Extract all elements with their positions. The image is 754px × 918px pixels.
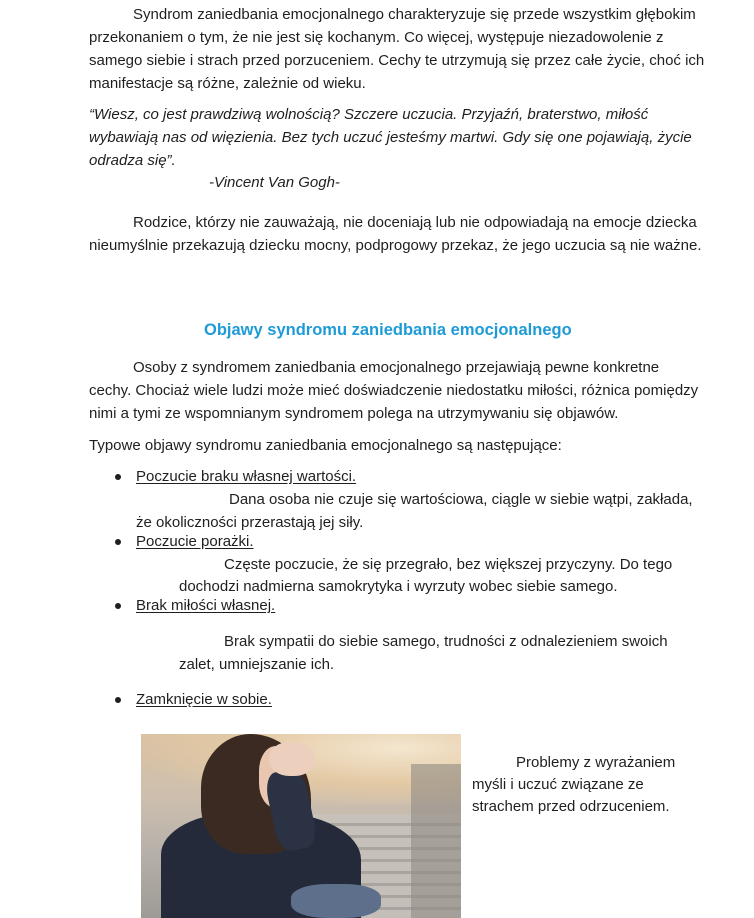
symptom-title: Poczucie porażki. <box>136 533 254 550</box>
paragraph-line: nimi a tymi ze wspomnianym syndromem polega na utrzymywaniu się objawów. <box>89 405 619 422</box>
symptom-title: Zamknięcie w sobie. <box>136 691 272 708</box>
symptom-title: Poczucie braku własnej wartości. <box>136 468 357 485</box>
list-intro: Typowe objawy syndromu zaniedbania emocjonalnego są następujące: <box>89 437 562 454</box>
paragraph-line: samego siebie i strach przed porzuceniem. Cechy te utrzymują się przez całe życie, choć ich <box>89 52 705 69</box>
quote-line: “Wiesz, co jest prawdziwą wolnością? Szczere uczucia. Przyjaźń, braterstwo, miłość <box>89 106 649 123</box>
symptom-description: Częste poczucie, że się przegrało, bez większej przyczyny. Do tego <box>224 556 673 573</box>
paragraph-line: Syndrom zaniedbania emocjonalnego charakteryzuje się przede wszystkim głębokim <box>133 6 696 23</box>
bullet-icon <box>115 474 121 480</box>
paragraph-line: Osoby z syndromem zaniedbania emocjonalnego przejawiają pewne konkretne <box>133 359 660 376</box>
side-text-line: strachem przed odrzuceniem. <box>472 798 670 815</box>
side-text-line: myśli i uczuć związane ze <box>472 776 644 793</box>
symptom-description: Brak sympatii do siebie samego, trudności z odnalezieniem swoich <box>224 633 668 650</box>
paragraph-line: cechy. Chociaż wiele ludzi może mieć doświadczenie niedostatku miłości, różnica pomiędzy <box>89 382 699 399</box>
bullet-icon <box>115 603 121 609</box>
bullet-icon <box>115 539 121 545</box>
symptom-description: dochodzi nadmierna samokrytyka i wyrzuty wobec siebie samego. <box>179 578 618 595</box>
symptom-description: zalet, umniejszanie ich. <box>179 656 335 673</box>
sad-woman-photo <box>141 734 461 918</box>
quote-line: wybawiają nas od więzienia. Bez tych uczuć jesteśmy martwi. Gdy się one pojawiają, życie <box>89 129 692 146</box>
paragraph-line: manifestacje są różne, zależnie od wieku. <box>89 75 366 92</box>
paragraph-line: Rodzice, którzy nie zauważają, nie doceniają lub nie odpowiadają na emocje dziecka <box>133 214 697 231</box>
paragraph-line: nieumyślnie przekazują dziecku mocny, podprogowy przekaz, że jego uczucia są nie ważne. <box>89 237 702 254</box>
bullet-icon <box>115 697 121 703</box>
symptom-title: Brak miłości własnej. <box>136 597 276 614</box>
symptom-description: Dana osoba nie czuje się wartościowa, ciągle w siebie wątpi, zakłada, <box>229 491 693 508</box>
quote-line: odradza się”. <box>89 152 176 169</box>
symptom-description: że okoliczności przerastają jej siły. <box>136 514 364 531</box>
side-text-line: Problemy z wyrażaniem <box>516 754 676 771</box>
section-heading: Objawy syndromu zaniedbania emocjonalnego <box>204 321 572 339</box>
paragraph-line: przekonaniem o tym, że nie jest się kochanym. Co więcej, występuje niezadowolenie z <box>89 29 664 46</box>
quote-author: -Vincent Van Gogh- <box>209 174 340 191</box>
